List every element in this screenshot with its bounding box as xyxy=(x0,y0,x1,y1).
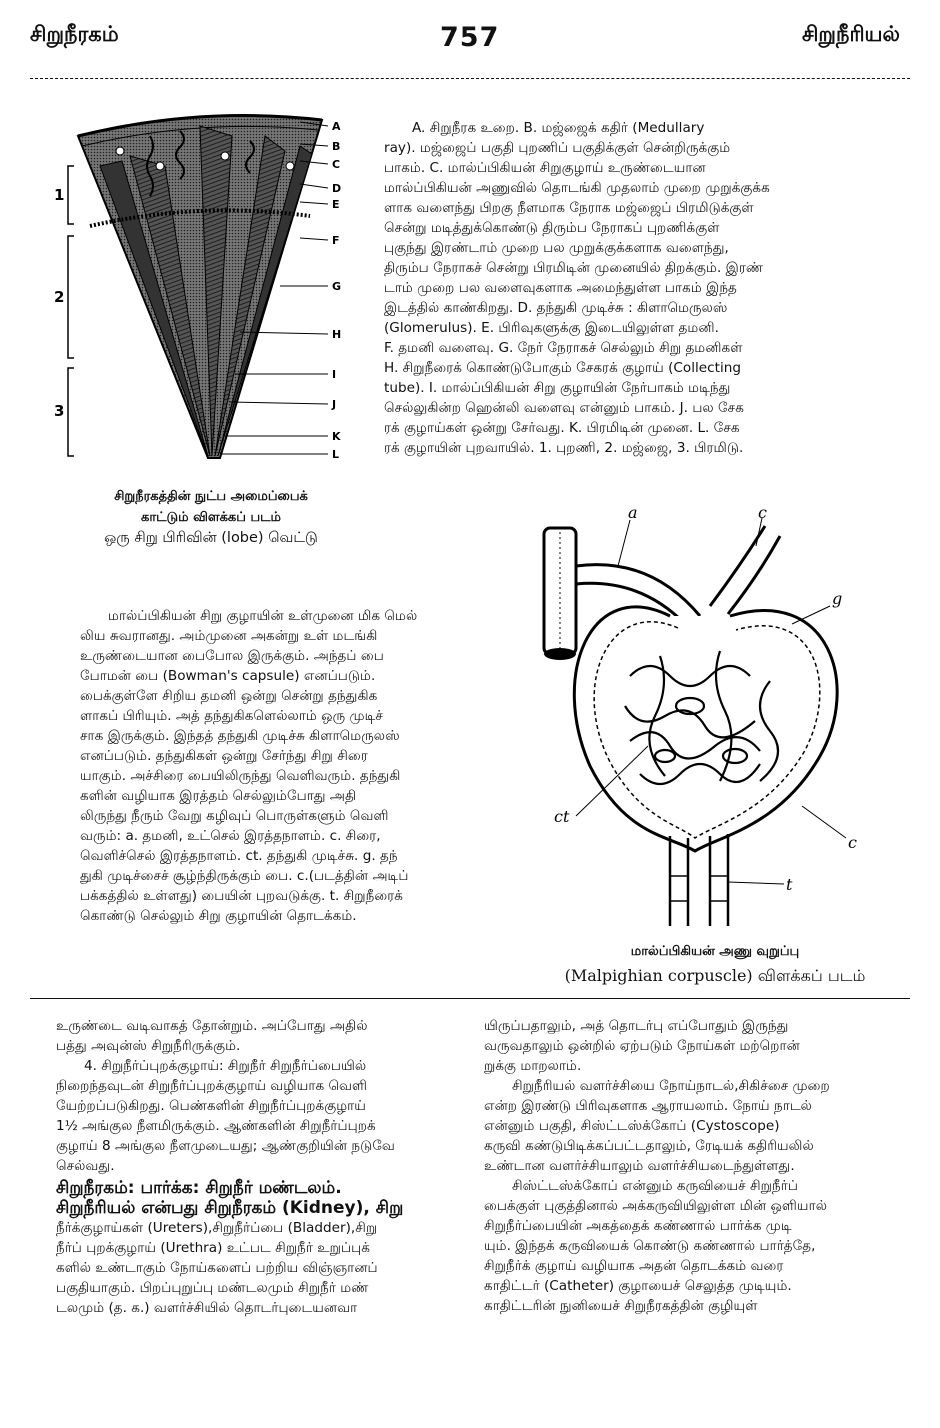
figure2-caption: மால்ப்பிகியன் அணு வுறுப்பு xyxy=(630,944,800,959)
header-rule xyxy=(30,78,910,79)
figure2-subcaption: (Malpighian corpuscle) விளக்கப் படம் xyxy=(564,966,866,985)
legend-line: (Glomerulus). E. பிரிவுகளுக்கு இடையிலுள்ள தமனி. xyxy=(384,320,719,336)
entry-heading: சிறுநீரியல் என்பது சிறுநீரகம் (Kidney), சிறு xyxy=(56,1198,404,1218)
legend-line: ray). மஜ்ஜைப் பகுதி புறணிப் பகுதிக்குள் சென்றிருக்கும் xyxy=(384,140,731,156)
legend-line: துகி முடிச்சைச் சூழ்ந்திருக்கும் பை. c.(படத்தின் அடிப் xyxy=(80,868,409,884)
legend-line: கொண்டு செல்லும் சிறு குழாயின் தொடக்கம். xyxy=(80,908,357,924)
body-line: யேற்றப்படுகிறது. பெண்களின் சிறுநீர்ப்புறக்குழாய் xyxy=(56,1098,366,1114)
body-line: நிறைந்தவுடன் சிறுநீர்ப்புறக்குழாய் வழியாக வெளி xyxy=(56,1078,368,1094)
corpuscle-label-a: a xyxy=(628,503,638,522)
corpuscle-label-ct: ct xyxy=(554,807,570,826)
lobe-label: H xyxy=(332,328,342,341)
body-line: 4. சிறுநீர்ப்புறக்குழாய்: சிறுநீர் சிறுநீர்ப்பையில் xyxy=(84,1058,367,1074)
legend-line: திரும்ப நேராகச் சென்று பிரமிடின் முனையில் திறக்கும். இரண் xyxy=(384,260,764,276)
section-rule xyxy=(30,998,910,999)
legend-line: போமன் பை (Bowman's capsule) எனப்படும். xyxy=(80,668,376,684)
body-line: பத்து அவுன்ஸ் சிறுநீரிருக்கும். xyxy=(56,1038,241,1054)
legend-line: உருண்டையான பைபோல இருக்கும். அந்தப் பை xyxy=(80,648,384,664)
body-line: என்ற இரண்டு பிரிவுகளாக ஆராயலாம். நோய் நாடல் xyxy=(484,1098,812,1114)
legend-line: யாகும். அச்சிரை பையிலிருந்து வெளிவரும். தந்துகி xyxy=(80,768,401,784)
legend-line: பாகம். C. மால்ப்பிகியன் சிறுகுழாய் உருண்டையான xyxy=(384,160,706,176)
legend-line: லிருந்து நீரும் வேறு கழிவுப் பொருள்களும் வெளி xyxy=(80,808,389,824)
legend-line: மால்ப்பிகியன் சிறு குழாயின் உள்முனை மிக மெல் xyxy=(108,608,418,624)
lobe-label: L xyxy=(332,448,340,461)
legend-line: டாம் முறை பல வளைவுகளாக அமைந்துள்ள பாகம் இந்த xyxy=(384,280,737,296)
zone-label: 1 xyxy=(54,186,65,204)
lobe-label: A xyxy=(332,120,341,133)
corpuscle-label-c: c xyxy=(848,833,857,852)
body-line: சிறுநீரியல் வளர்ச்சியை நோய்நாடல்,சிகிச்சை முறை xyxy=(512,1078,830,1094)
legend-line: சாக இருக்கும். இந்தத் தந்துகி முடிச்சு கிளாமெருலஸ் xyxy=(80,728,400,744)
lobe-label: E xyxy=(332,198,340,211)
legend-line: மால்ப்பிகியன் அணுவில் தொடங்கி முதலாம் முறை முறுக்குக்க xyxy=(384,180,770,196)
legend-line: ரக் குழாய்கள் ஒன்று சேர்வது. K. பிரமிடின் முனை. L. சேக xyxy=(384,420,740,436)
body-line: டலமும் (த. க.) வளர்ச்சியில் தொடர்புடையனவா xyxy=(56,1300,358,1316)
lobe-label: I xyxy=(332,368,337,381)
body-line: யிருப்பதாலும், அத் தொடர்பு எப்போதும் இருந்து xyxy=(484,1018,789,1034)
body-line: என்னும் பகுதி, சிஸ்ட்டஸ்க்கோப் (Cystoscope) xyxy=(484,1118,780,1134)
body-line: காதிட்டர் (Catheter) குழாயைச் செலுத்த முடியும். xyxy=(484,1278,792,1294)
figure2-legend-text xyxy=(80,606,482,926)
corpuscle-label-t: t xyxy=(786,875,793,894)
figure1-caption-line: காட்டும் விளக்கப் படம் xyxy=(141,510,281,525)
body-line: பைக்குள் புகுத்தினால் அக்கருவியிலுள்ள மின் ஒளியால் xyxy=(484,1198,827,1214)
lobe-label: G xyxy=(332,280,342,293)
legend-line: ளாகப் பிரியும். அத் தந்துகிகளெல்லாம் ஒரு முடிச் xyxy=(80,708,383,724)
legend-line: ளாக வளைந்து பிறகு நீளமாக நேராக மஜ்ஜைப் பிரமிடுக்குள் xyxy=(384,200,754,216)
legend-line: புகுந்து இரண்டாம் முறை பல முறுக்குக்களாக வளைந்து, xyxy=(384,240,729,256)
legend-line: F. தமனி வளைவு. G. நேர் நேராகச் செல்லும் சிறு தமனிகள் xyxy=(384,340,743,356)
body-line: கருவி கண்டுபிடிக்கப்பட்டதாலும், ரேடியக் கதிரியலில் xyxy=(484,1138,814,1154)
figure1-caption-line: சிறுநீரகத்தின் நுட்ப அமைப்பைக் xyxy=(114,489,308,504)
malpighian-corpuscle-figure xyxy=(530,503,900,938)
corpuscle-label-c: c xyxy=(758,503,767,522)
lobe-label: D xyxy=(332,182,342,195)
body-line: குழாய் 8 அங்குல நீளமுடையது; ஆண்குறியின் நடுவே xyxy=(56,1138,395,1154)
body-line: உண்டான வளர்ச்சியாலும் வளர்ச்சியடைந்துள்ளது. xyxy=(484,1158,795,1174)
body-line: றுக்கு மாறலாம். xyxy=(484,1058,582,1074)
body-line: நீர்ப் புறக்குழாய் (Urethra) உட்பட சிறுநீர் உறுப்புக் xyxy=(56,1240,370,1256)
figure1-legend-text xyxy=(384,118,878,458)
running-head-left: சிறுநீரகம் xyxy=(30,22,119,46)
running-head-right: சிறுநீரியல் xyxy=(801,22,900,46)
legend-line: பக்கத்தில் உள்ளது) பையின் புறவடுக்கு. t. சிறுநீரைக் xyxy=(80,888,403,904)
body-line: சிறுநீர்க் குழாய் வழியாக அதன் தொடக்கம் வரை xyxy=(484,1258,784,1274)
legend-line: செல்லுகின்ற ஹென்லி வளைவு என்னும் பாகம். J. பல சேக xyxy=(384,400,744,416)
legend-line: சென்று மடித்துக்கொண்டு திரும்ப நேராகப் புறணிக்குள் xyxy=(384,220,720,236)
body-line: பகுதியாகும். பிறப்புறுப்பு மண்டலமும் சிறுநீர் மண் xyxy=(56,1280,369,1296)
legend-line: வரும்: a. தமனி, உட்செல் இரத்தநாளம். c. சிரை, xyxy=(80,828,381,844)
body-line: களில் உண்டாகும் நோய்களைப் பற்றிய விஞ்ஞானப் xyxy=(56,1260,378,1276)
corpuscle-label-g: g xyxy=(832,589,843,608)
entry-heading: சிறுநீரகம்: பார்க்க: சிறுநீர் மண்டலம். xyxy=(56,1178,342,1198)
legend-line: லிய சுவரானது. அம்முனை அகன்று உள் மடங்கி xyxy=(80,628,378,644)
body-line: யும். இந்தக் கருவியைக் கொண்டு கண்ணால் பார்த்தே, xyxy=(484,1238,816,1254)
body-line: நீர்க்குழாய்கள் (Ureters),சிறுநீர்ப்பை (Bladder),சிறு xyxy=(56,1220,378,1236)
legend-line: ரக் குழாயின் புறவாயில். 1. புறணி, 2. மஜ்ஜை, 3. பிரமிடு. xyxy=(384,440,744,456)
body-line: சிறுநீர்ப்பையின் அகத்தைக் கண்ணால் பார்க்க முடி xyxy=(484,1218,792,1234)
lobe-label: C xyxy=(332,158,341,171)
lobe-label: F xyxy=(332,234,340,247)
body-line: செல்வது. xyxy=(56,1158,115,1174)
legend-line: A. சிறுநீரக உறை. B. மஜ்ஜைக் கதிர் (Medullary xyxy=(412,120,705,136)
legend-line: களின் வழியாக இரத்தம் செல்லும்போது அதி xyxy=(80,788,357,804)
body-line: காதிட்டரின் நுனியைச் சிறுநீரகத்தின் குழியுள் xyxy=(484,1298,758,1314)
lobe-label: K xyxy=(332,430,341,443)
body-line: உருண்டை வடிவாகத் தோன்றும். அப்போது அதில் xyxy=(56,1018,368,1034)
lobe-label: J xyxy=(332,398,337,411)
legend-line: பைக்குள்ளே சிறிய தமனி ஒன்று சென்று தந்துகிக xyxy=(80,688,378,704)
zone-label: 2 xyxy=(54,288,65,306)
right-column xyxy=(484,1016,908,1316)
figure1-subcaption: ஒரு சிறு பிரிவின் (lobe) வெட்டு xyxy=(104,530,318,546)
kidney-lobe-figure xyxy=(54,106,370,476)
lobe-label: B xyxy=(332,140,341,153)
legend-line: இடத்தில் காண்கிறது. D. தந்துகி முடிச்சு : கிளாமெருலஸ் xyxy=(384,300,728,316)
zone-label: 3 xyxy=(54,402,65,420)
body-line: 1½ அங்குல நீளமிருக்கும். ஆண்களின் சிறுநீர்ப்புறக் xyxy=(56,1118,376,1134)
legend-line: tube). I. மால்ப்பிகியன் சிறு குழாயின் நேர்பாகம் மடிந்து xyxy=(384,380,731,396)
figure1-caption xyxy=(56,486,366,528)
legend-line: H. சிறுநீரைக் கொண்டுபோகும் சேகரக் குழாய் (Collecting xyxy=(384,360,741,376)
body-line: சிஸ்ட்டஸ்க்கோப் என்னும் கருவியைச் சிறுநீர்ப் xyxy=(512,1178,798,1194)
body-line: வருவதாலும் ஒன்றில் ஏற்படும் நோய்கள் மற்றொன் xyxy=(484,1038,800,1054)
legend-line: எனப்படும். தந்துகிகள் ஒன்று சேர்ந்து சிறு சிரை xyxy=(80,748,368,764)
left-column xyxy=(56,1016,476,1318)
page-number: 757 xyxy=(440,22,500,53)
legend-line: வெளிச்செல் இரத்தநாளம். ct. தந்துகி முடிச்சு. g. தந் xyxy=(80,848,398,864)
